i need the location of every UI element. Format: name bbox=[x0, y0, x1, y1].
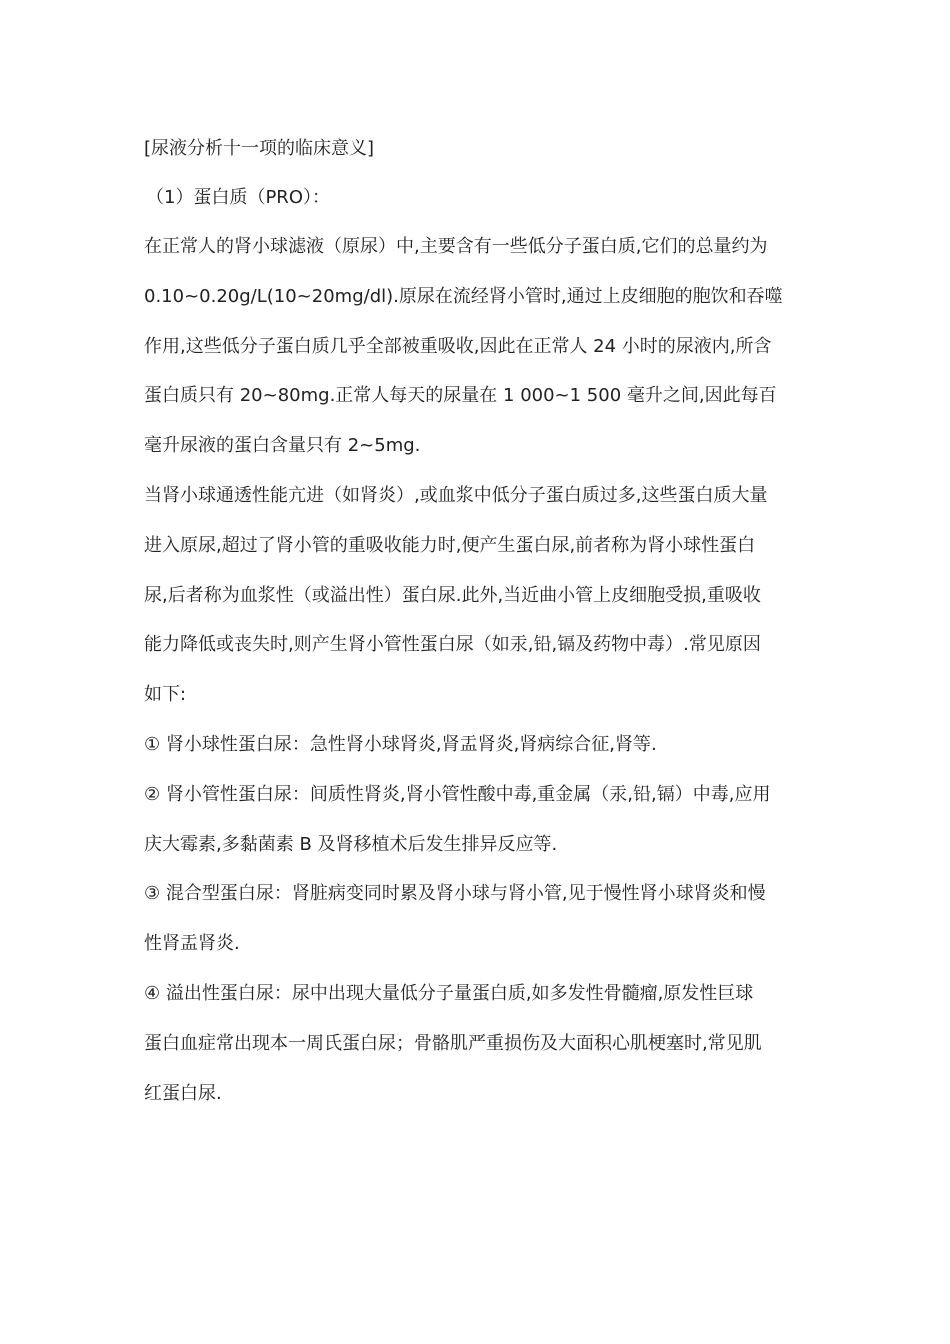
text-line: 0.10~0.20g/L(10~20mg/dl).原尿在流经肾小管时,通过上皮细胞的胞饮和吞噬 bbox=[144, 285, 783, 307]
text-line: ④ 溢出性蛋白尿：尿中出现大量低分子量蛋白质,如多发性骨髓瘤,原发性巨球 bbox=[144, 982, 754, 1004]
list-item-tubular bbox=[144, 780, 808, 860]
document-title: [尿液分析十一项的临床意义] bbox=[144, 138, 375, 159]
text-line: ② 肾小管性蛋白尿：间质性肾炎,肾小管性酸中毒,重金属（汞,铅,镉）中毒,应用 bbox=[144, 783, 771, 805]
paragraph-normal-protein bbox=[144, 232, 808, 461]
list-item-glomerular bbox=[144, 730, 808, 760]
text-line: 当肾小球通透性能亢进（如肾炎）,或血浆中低分子蛋白质过多,这些蛋白质大量 bbox=[144, 484, 768, 506]
text-line: 毫升尿液的蛋白含量只有 2~5mg. bbox=[144, 435, 421, 457]
paragraph-proteinuria-causes bbox=[144, 481, 808, 710]
text-line: ③ 混合型蛋白尿：肾脏病变同时累及肾小球与肾小管,见于慢性肾小球肾炎和慢 bbox=[144, 883, 766, 905]
text-line: 红蛋白尿. bbox=[144, 1082, 222, 1104]
text-line: 蛋白质只有 20~80mg.正常人每天的尿量在 1 000~1 500 毫升之间,因此每百 bbox=[144, 385, 777, 407]
list-item-mixed bbox=[144, 879, 808, 959]
text-line: 蛋白血症常出现本一周氏蛋白尿；骨骼肌严重损伤及大面积心肌梗塞时,常见肌 bbox=[144, 1032, 762, 1054]
text-line: 在正常人的肾小球滤液（原尿）中,主要含有一些低分子蛋白质,它们的总量约为 bbox=[144, 236, 768, 257]
text-line: 如下: bbox=[144, 684, 187, 706]
text-line: 进入原尿,超过了肾小管的重吸收能力时,便产生蛋白尿,前者称为肾小球性蛋白 bbox=[144, 534, 756, 556]
text-line: ① 肾小球性蛋白尿：急性肾小球肾炎,肾盂肾炎,肾病综合征,肾等. bbox=[144, 733, 657, 755]
text-line: 尿,后者称为血浆性（或溢出性）蛋白尿.此外,当近曲小管上皮细胞受损,重吸收 bbox=[144, 584, 761, 606]
section-heading: （1）蛋白质（PRO）： bbox=[146, 187, 330, 208]
text-line: 能力降低或丧失时,则产生肾小管性蛋白尿（如汞,铅,镉及药物中毒）.常见原因 bbox=[144, 634, 761, 656]
text-line: 作用,这些低分子蛋白质几乎全部被重吸收,因此在正常人 24 小时的尿液内,所含 bbox=[144, 335, 772, 357]
document-page bbox=[144, 134, 808, 1128]
text-line: 性肾盂肾炎. bbox=[144, 933, 240, 955]
text-line: 庆大霉素,多黏菌素 B 及肾移植术后发生排异反应等. bbox=[144, 833, 558, 855]
list-item-overflow bbox=[144, 979, 808, 1109]
